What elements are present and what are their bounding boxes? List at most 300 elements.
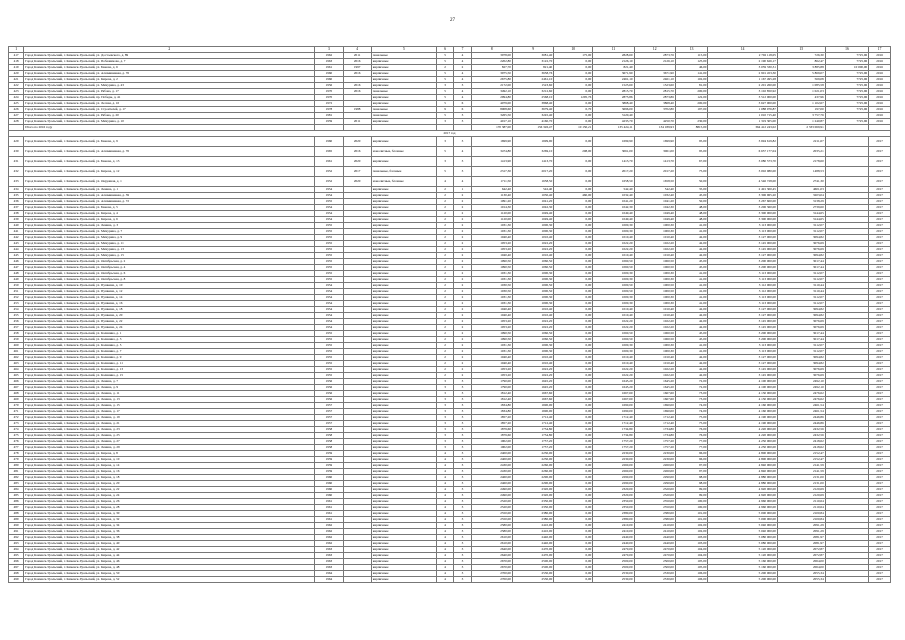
area-residential: 1010,40 — [593, 313, 634, 319]
area-nonresidential: 0,00 — [554, 505, 593, 511]
area-nonresidential: 0,00 — [554, 559, 593, 565]
address-cell: Город Каменск-Уральский, г. Каменск-Уральский, ул. Ленина, д. 9 — [24, 385, 315, 391]
limit-cost — [825, 137, 868, 147]
area-premises: 3245,40 — [512, 113, 553, 119]
area-premises: 1757,20 — [512, 439, 553, 445]
row-number: 472 — [9, 415, 24, 421]
floors: 3 — [436, 427, 453, 433]
residents: 42,00 — [675, 373, 708, 379]
area-residential: 2461,10 — [593, 77, 634, 83]
year-built: 1955 — [315, 241, 343, 247]
area-premises: 1667,60 — [512, 391, 553, 397]
year-built: 1957 — [315, 421, 343, 427]
column-number: 16 — [825, 47, 868, 53]
wall-material: кирпичные — [371, 565, 436, 571]
total-area: 1790,00 — [471, 379, 512, 385]
row-number: 429 — [9, 137, 24, 147]
area-owned: 2500,00 — [634, 565, 675, 571]
floors: 2 — [436, 229, 453, 235]
table-row — [9, 177, 891, 187]
floors: 4 — [436, 499, 453, 505]
total-area: 1053,20 — [471, 241, 512, 247]
floors: 4 — [436, 529, 453, 535]
wall-material: кирпичные — [371, 475, 436, 481]
column-number: 3 — [315, 47, 343, 53]
row-number: 496 — [9, 559, 24, 565]
wall-material: кирпичные — [371, 529, 436, 535]
area-premises: 1060,50 — [512, 337, 553, 343]
total-area: 1031,30 — [471, 271, 512, 277]
entrances: 2 — [454, 349, 471, 355]
entrances: 3 — [454, 529, 471, 535]
floors: 2 — [436, 277, 453, 283]
residents: 81,00 — [675, 83, 708, 89]
residents: 200,00 — [675, 89, 708, 95]
wall-material: панельные — [371, 53, 436, 59]
year-built: 1960 — [315, 77, 343, 83]
residents: 96,00 — [675, 457, 708, 463]
floors: 4 — [436, 541, 453, 547]
column-number: 13 — [675, 47, 708, 53]
total-area: 2430,00 — [471, 463, 512, 469]
wall-material: кирпичные — [371, 517, 436, 523]
entrances: 3 — [454, 493, 471, 499]
area-owned: 1645,20 — [634, 379, 675, 385]
area-premises: 821,40 — [512, 65, 553, 71]
entrances: 4 — [454, 71, 471, 77]
area-nonresidential: 0,00 — [554, 223, 593, 229]
page-number: 27 — [450, 18, 455, 23]
row-number: 465 — [9, 373, 24, 379]
year-built: 1959 — [315, 119, 343, 125]
address-cell: Город Каменск-Уральский, г. Каменск-Уральский, ул. Кирова, д. 28 — [24, 505, 315, 511]
residents: 95,00 — [675, 147, 708, 157]
entrances: 3 — [454, 505, 471, 511]
wall-material: кирпичные — [371, 373, 436, 379]
residents: 35,00 — [675, 187, 708, 193]
year-built: 1954 — [315, 295, 343, 301]
wall-material: кирпичные — [371, 523, 436, 529]
cost-per-m2: 1 240,87 — [777, 119, 825, 125]
residents: 76,00 — [675, 427, 708, 433]
area-premises: 3212,60 — [512, 89, 553, 95]
total-area: 1031,30 — [471, 301, 512, 307]
row-number: 497 — [9, 565, 24, 571]
cost-per-m2: 2120,69 — [777, 487, 825, 493]
planned-year: 2017 — [869, 199, 891, 205]
residents: 41,00 — [675, 343, 708, 349]
area-residential: 821,40 — [593, 65, 634, 71]
cost-per-m2: 2081,97 — [777, 535, 825, 541]
area-nonresidential: 0,00 — [554, 355, 593, 361]
address-cell: Город Каменск-Уральский, г. Каменск-Уральский, ул. Кирова, д. 14 — [24, 463, 315, 469]
address-cell: Город Каменск-Уральский, г. Каменск-Уральский, ул. Калинина, д. 15 — [24, 373, 315, 379]
repair-cost: 1 319 305,00 — [708, 119, 778, 125]
wall-material: кирпичные — [371, 277, 436, 283]
address-cell: Город Каменск-Уральский, г. Каменск-Уральский, ул. Калинина, д. 13 — [24, 367, 315, 373]
area-residential: 1049,40 — [593, 211, 634, 217]
wall-material: кирпичные — [371, 193, 436, 199]
area-residential: 1060,50 — [593, 331, 634, 337]
residents: 98,00 — [675, 475, 708, 481]
planned-year: 2017 — [869, 205, 891, 211]
subtotal-value: 2 333 069,91 — [777, 125, 825, 131]
wall-material: кирпичные — [371, 247, 436, 253]
address-cell: Город Каменск-Уральский, г. Каменск-Уральский, ул. Калинина, д. 1 — [24, 331, 315, 337]
limit-cost — [825, 177, 868, 187]
area-nonresidential: 0,00 — [554, 167, 593, 177]
wall-material: кирпичные — [371, 241, 436, 247]
address-cell: Город Каменск-Уральский, г. Каменск-Уральский, ул. Алюминиевая, д. 76 — [24, 147, 315, 157]
entrances: 2 — [454, 229, 471, 235]
entrances: 2 — [454, 301, 471, 307]
address-cell: Город Каменск-Уральский, г. Каменск-Уральский, ул. Пушкина, д. 10 — [24, 283, 315, 289]
area-nonresidential: 0,00 — [554, 499, 593, 505]
area-residential: 1000,30 — [593, 271, 634, 277]
total-area: 1090,50 — [471, 331, 512, 337]
cost-per-m2: 1 021,03 — [777, 89, 825, 95]
wall-material: кирпичные — [371, 83, 436, 89]
residents: 45,00 — [675, 259, 708, 265]
area-nonresidential: 0,00 — [554, 577, 593, 583]
address-cell: Город Каменск-Уральский, г. Каменск-Уральский, ул. Кирова, д. 22 — [24, 487, 315, 493]
area-premises: 1000,50 — [512, 289, 553, 295]
wall-material: кирпичные — [371, 463, 436, 469]
total-area: 1812,40 — [471, 391, 512, 397]
total-area: 2550,00 — [471, 517, 512, 523]
total-area: 1413,90 — [471, 157, 512, 167]
address-cell: Город Каменск-Уральский, г. Каменск-Уральский, пр. Победы, д. 41 — [24, 95, 315, 101]
area-owned: 2126,10 — [634, 59, 675, 65]
wall-material: кирпичные — [371, 211, 436, 217]
total-area: 2670,00 — [471, 565, 512, 571]
planned-year: 2017 — [869, 529, 891, 535]
area-residential: 2530,00 — [593, 577, 634, 583]
year-repair: 2016 — [343, 147, 371, 157]
wall-material: кирпичные — [371, 493, 436, 499]
floors: 4 — [436, 535, 453, 541]
address-cell: Город Каменск-Уральский, г. Каменск-Уральский, ул. Мичурина, д. 7 — [24, 229, 315, 235]
total-area: 1040,40 — [471, 361, 512, 367]
area-residential: 1041,20 — [593, 199, 634, 205]
area-premises: 1000,30 — [512, 277, 553, 283]
repair-cost: 3 145 000,00 — [708, 247, 778, 253]
floors: 4 — [436, 493, 453, 499]
residents: 100,00 — [675, 505, 708, 511]
year-built: 1972 — [315, 101, 343, 107]
year-built: 1981 — [315, 113, 343, 119]
area-nonresidential: 0,00 — [554, 205, 593, 211]
wall-material: кирпичные — [371, 295, 436, 301]
entrances: 2 — [454, 343, 471, 349]
planned-year: 2017 — [869, 313, 891, 319]
year-built: 1959 — [315, 457, 343, 463]
area-nonresidential: 0,00 — [554, 457, 593, 463]
year-built: 1954 — [315, 313, 343, 319]
area-nonresidential: 0,00 — [554, 481, 593, 487]
area-nonresidential: 0,00 — [554, 451, 593, 457]
address-cell: Город Каменск-Уральский, г. Каменск-Уральский, ул. Мичурина, д. 15 — [24, 253, 315, 259]
area-owned: 3702,80 — [634, 107, 675, 113]
row-number: 424 — [9, 95, 24, 101]
wall-material: кирпичные — [371, 439, 436, 445]
floors: 4 — [436, 547, 453, 553]
planned-year: 2017 — [869, 535, 891, 541]
repair-cost: 3 112 000,00 — [708, 289, 778, 295]
area-residential: 4233,70 — [593, 119, 634, 125]
residents: 42,00 — [675, 367, 708, 373]
cost-per-m2: 437,96 — [777, 95, 825, 101]
row-number: 425 — [9, 101, 24, 107]
repair-cost: 3 200 000,00 — [708, 331, 778, 337]
total-area: 1711,50 — [471, 177, 512, 187]
year-built: 1954 — [315, 289, 343, 295]
area-premises: 1658,50 — [512, 177, 553, 187]
total-area: 1090,50 — [471, 259, 512, 265]
wall-material: кирпичные — [371, 445, 436, 451]
area-owned: 1060,50 — [634, 331, 675, 337]
area-residential: 1757,20 — [593, 445, 634, 451]
repair-cost: 3 113 000,00 — [708, 349, 778, 355]
entrances: 2 — [454, 253, 471, 259]
planned-year: 2017 — [869, 463, 891, 469]
entrances: 3 — [454, 409, 471, 415]
area-premises: 1060,50 — [512, 331, 553, 337]
area-premises: 3269,10 — [512, 147, 553, 157]
total-area: 1857,20 — [471, 421, 512, 427]
area-owned: 3061,00 — [634, 147, 675, 157]
address-cell: Город Каменск-Уральский, г. Каменск-Уральский, ул. Лесная, д. 10 — [24, 101, 315, 107]
wall-material: кирпичные — [371, 547, 436, 553]
wall-material: кирпичные — [371, 65, 436, 71]
cost-per-m2: 2739,60 — [777, 205, 825, 211]
address-cell: Город Каменск-Уральский, г. Каменск-Уральский, ул. Ленина, д. 7 — [24, 379, 315, 385]
area-nonresidential: 0,00 — [554, 469, 593, 475]
area-residential: 1010,40 — [593, 355, 634, 361]
area-premises: 2350,00 — [512, 499, 553, 505]
floors: 2 — [436, 319, 453, 325]
area-premises: 542,40 — [512, 187, 553, 193]
entrances: 3 — [454, 433, 471, 439]
total-area: 4079,00 — [471, 101, 512, 107]
wall-material: кирпичные — [371, 283, 436, 289]
entrances: 1 — [454, 187, 471, 193]
limit-cost — [825, 167, 868, 177]
column-number: 10 — [554, 47, 593, 53]
year-built: 1955 — [315, 355, 343, 361]
residents: 45,00 — [675, 265, 708, 271]
area-nonresidential: 0,00 — [554, 199, 593, 205]
area-owned: 3671,90 — [634, 71, 675, 77]
area-nonresidential: 0,00 — [554, 77, 593, 83]
address-cell: Город Каменск-Уральский, г. Каменск-Уральский, ул. Кирова, д. 16 — [24, 469, 315, 475]
wall-material: кирпичные — [371, 289, 436, 295]
residents: 41,00 — [675, 283, 708, 289]
area-residential: 1022,20 — [593, 247, 634, 253]
area-residential: 1645,20 — [593, 379, 634, 385]
residents: 97,00 — [675, 469, 708, 475]
floors: 3 — [436, 391, 453, 397]
repair-cost: 4 840 000,00 — [708, 463, 778, 469]
address-cell: Город Каменск-Уральский, г. Каменск-Уральский, ул. Окружная, д. 1 — [24, 177, 315, 187]
cost-per-m2: 2081,97 — [777, 541, 825, 547]
row-number: 445 — [9, 253, 24, 259]
planned-year: 2017 — [869, 409, 891, 415]
planned-year: 2017 — [869, 559, 891, 565]
year-built: 1978 — [315, 107, 343, 113]
planned-year: 2017 — [869, 571, 891, 577]
entrances: 2 — [454, 373, 471, 379]
area-nonresidential: 0,00 — [554, 265, 593, 271]
area-residential: 3671,90 — [593, 71, 634, 77]
entrances: 4 — [454, 53, 471, 59]
area-premises: 1712,40 — [512, 415, 553, 421]
area-residential: 1010,40 — [593, 307, 634, 313]
address-cell: Город Каменск-Уральский, г. Каменск-Уральский, ул. Калинина, д. 5 — [24, 343, 315, 349]
residents: 197,00 — [675, 107, 708, 113]
repair-cost: 3 059 330,31 — [708, 65, 778, 71]
wall-material: панельные, блочные — [371, 167, 436, 177]
area-nonresidential: 0,00 — [554, 349, 593, 355]
area-nonresidential: 0,00 — [554, 235, 593, 241]
entrances: 3 — [454, 451, 471, 457]
total-area: 1040,40 — [471, 355, 512, 361]
repair-cost: 4 220 000,00 — [708, 433, 778, 439]
area-nonresidential: 0,00 — [554, 211, 593, 217]
area-residential: 1658,50 — [593, 177, 634, 187]
row-number: 464 — [9, 367, 24, 373]
area-owned: 1010,40 — [634, 361, 675, 367]
residents: 73,00 — [675, 397, 708, 403]
planned-year: 2017 — [869, 385, 891, 391]
entrances: 3 — [454, 559, 471, 565]
area-owned: 1000,30 — [634, 349, 675, 355]
cost-per-m2: 3110,44 — [777, 289, 825, 295]
planned-year: 2017 — [869, 505, 891, 511]
row-number: 482 — [9, 475, 24, 481]
address-cell: Город Каменск-Уральский, г. Каменск-Уральский, ул. Ленина, д. 3 — [24, 223, 315, 229]
cost-per-m2: 2064,00 — [777, 559, 825, 565]
wall-material: кирпичные — [371, 553, 436, 559]
floors: 3 — [436, 433, 453, 439]
cost-per-m2: 2072,87 — [777, 547, 825, 553]
address-cell: Город Каменск-Уральский, г. Каменск-Уральский, ул. Ленина, д. 15 — [24, 403, 315, 409]
area-nonresidential: 0,00 — [554, 59, 593, 65]
cost-per-m2: 2152,47 — [777, 457, 825, 463]
cost-per-m2: 3112,07 — [777, 223, 825, 229]
wall-material: кирпичные — [371, 313, 436, 319]
address-cell: Город Каменск-Уральский, г. Каменск-Уральский, ул. Кирова, д. 32 — [24, 517, 315, 523]
row-number: 458 — [9, 331, 24, 337]
cost-per-m2: 3 885,88 — [777, 65, 825, 71]
area-owned: 1658,50 — [634, 177, 675, 187]
cost-per-m2: 2476,62 — [777, 391, 825, 397]
entrances: 2 — [454, 355, 471, 361]
cost-per-m2: 569,08 — [777, 77, 825, 83]
repair-cost: 3 512 000,00 — [708, 95, 778, 101]
area-nonresidential: 0,00 — [554, 119, 593, 125]
year-built: 1964 — [315, 577, 343, 583]
row-number: 436 — [9, 199, 24, 205]
address-cell: Город Каменск-Уральский, г. Каменск-Уральский, ул. Кирова, д. 12 — [24, 167, 315, 177]
address-cell: Город Каменск-Уральский, г. Каменск-Уральский, ул. Пушкина, д. 24 — [24, 325, 315, 331]
area-nonresidential: 0,00 — [554, 271, 593, 277]
address-cell: Город Каменск-Уральский, г. Каменск-Уральский, ул. Кирова, д. 46 — [24, 559, 315, 565]
row-number: 426 — [9, 107, 24, 113]
wall-material: монолитные, блочные — [371, 147, 436, 157]
row-number: 453 — [9, 301, 24, 307]
entrances: 2 — [454, 247, 471, 253]
cost-per-m2: 2492,10 — [777, 379, 825, 385]
cost-per-m2: 3076,69 — [777, 319, 825, 325]
row-number: 468 — [9, 391, 24, 397]
residents: 96,00 — [675, 451, 708, 457]
area-residential: 1690,00 — [593, 409, 634, 415]
column-number: 11 — [593, 47, 634, 53]
entrances: 4 — [454, 59, 471, 65]
area-owned: 1060,50 — [634, 337, 675, 343]
planned-year: 2017 — [869, 167, 891, 177]
area-residential: 1000,30 — [593, 229, 634, 235]
cost-per-m2: 2446,86 — [777, 421, 825, 427]
planned-year: 2017 — [869, 391, 891, 397]
planned-year: 2017 — [869, 241, 891, 247]
total-area: 2580,00 — [471, 529, 512, 535]
area-owned: 2350,00 — [634, 505, 675, 511]
floors: 2 — [436, 223, 453, 229]
wall-material: кирпичные — [371, 511, 436, 517]
area-owned: 2530,00 — [634, 577, 675, 583]
planned-year: 2017 — [869, 487, 891, 493]
wall-material: кирпичные — [371, 457, 436, 463]
area-owned: 1690,00 — [634, 403, 675, 409]
area-nonresidential: 0,00 — [554, 259, 593, 265]
area-owned: 1734,80 — [634, 433, 675, 439]
entrances: 3 — [454, 379, 471, 385]
area-premises: 2530,00 — [512, 571, 553, 577]
area-residential: 1022,20 — [593, 325, 634, 331]
planned-year: 2016 — [869, 113, 891, 119]
entrances: 3 — [454, 439, 471, 445]
area-nonresidential: 0,00 — [554, 433, 593, 439]
repair-cost: 5 160 000,00 — [708, 559, 778, 565]
area-residential: 1000,30 — [593, 277, 634, 283]
wall-material: кирпичные — [371, 229, 436, 235]
area-premises: 1022,20 — [512, 319, 553, 325]
total-area: 2490,00 — [471, 487, 512, 493]
total-area: 827,70 — [471, 65, 512, 71]
area-owned: 2380,00 — [634, 511, 675, 517]
area-owned: 1000,50 — [634, 289, 675, 295]
entrances: 2 — [454, 325, 471, 331]
area-nonresidential: 0,00 — [554, 487, 593, 493]
area-nonresidential: 0,00 — [554, 253, 593, 259]
area-owned: 1010,40 — [634, 355, 675, 361]
cost-per-m2: 2120,69 — [777, 493, 825, 499]
repair-cost: 2 792 118,05 — [708, 53, 778, 59]
address-cell: Город Каменск-Уральский, г. Каменск-Уральский, ул. Ленина, д. 17 — [24, 409, 315, 415]
limit-cost: 7725,96 — [825, 59, 868, 65]
repair-cost: 3 113 000,00 — [708, 295, 778, 301]
area-nonresidential: 0,00 — [554, 89, 593, 95]
repair-cost: 2 201 260,00 — [708, 83, 778, 89]
year-repair: 2011 — [343, 119, 371, 125]
total-area: 1857,20 — [471, 415, 512, 421]
year-built: 1963 — [315, 59, 343, 65]
repair-cost: 3 127 000,00 — [708, 355, 778, 361]
year-built: 1959 — [315, 469, 343, 475]
floors: 4 — [436, 463, 453, 469]
